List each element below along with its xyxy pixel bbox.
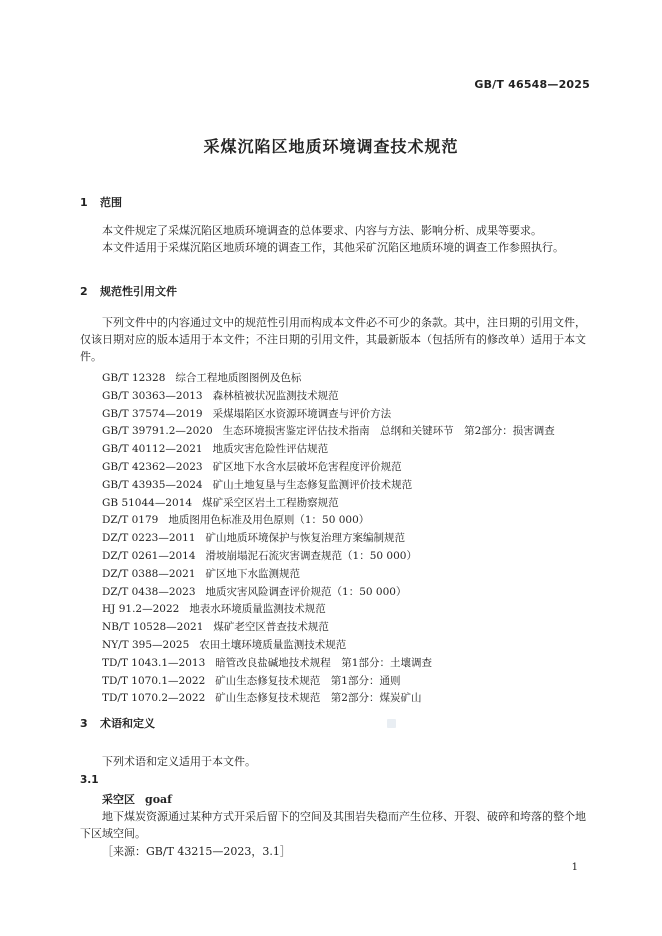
reference-title: 矿山生态修复技术规范 第1部分：通则 — [215, 674, 401, 687]
reference-item — [102, 441, 555, 459]
reference-code: NB/T 10528—2021 — [102, 621, 204, 634]
reference-title: 暗管改良盐碱地技术规程 第1部分：土壤调查 — [215, 656, 432, 669]
standard-number: GB/T 46548—2025 — [474, 78, 590, 91]
reference-title: 地质图用色标准及用色原则（1：50 000） — [168, 514, 370, 527]
reference-title: 地质灾害危险性评估规范 — [212, 443, 329, 456]
reference-item — [102, 459, 555, 477]
reference-code: GB/T 43935—2024 — [102, 478, 203, 491]
section-2-heading — [80, 283, 177, 299]
reference-item — [102, 690, 555, 708]
reference-code: DZ/T 0179 — [102, 514, 159, 527]
term-name-en: goaf — [145, 793, 172, 806]
reference-title: 地表水环境质量监测技术规范 — [189, 603, 326, 616]
reference-code: NY/T 395—2025 — [102, 638, 190, 651]
reference-item — [102, 530, 555, 548]
section-title: 规范性引用文件 — [100, 285, 177, 298]
section-number: 2 — [80, 285, 88, 298]
reference-title: 生态环境损害鉴定评估技术指南 总纲和关键环节 第2部分：损害调查 — [222, 425, 555, 438]
reference-code: GB/T 12328 — [102, 372, 166, 384]
section-1-heading — [80, 194, 122, 210]
reference-title: 煤矿采空区岩土工程勘察规范 — [202, 496, 339, 509]
section-1-paragraph-1: 本文件规定了采煤沉陷区地质环境调查的总体要求、内容与方法、影响分析、成果等要求。 — [102, 224, 542, 237]
reference-item — [102, 370, 555, 388]
reference-title: 矿山地质环境保护与恢复治理方案编制规范 — [205, 532, 406, 545]
reference-item — [102, 619, 555, 637]
reference-item — [102, 406, 555, 424]
scan-mark-icon — [387, 719, 396, 728]
reference-item — [102, 601, 555, 619]
page-number: 1 — [571, 862, 578, 873]
section-title: 术语和定义 — [100, 717, 155, 730]
reference-title: 森林植被状况监测技术规范 — [212, 389, 339, 402]
reference-code: TD/T 1070.2—2022 — [102, 692, 206, 705]
reference-code: DZ/T 0438—2023 — [102, 585, 196, 598]
reference-code: GB/T 39791.2—2020 — [102, 425, 213, 438]
reference-title: 矿山生态修复技术规范 第2部分：煤炭矿山 — [215, 692, 422, 705]
reference-item — [102, 637, 555, 655]
reference-title: 煤矿老空区普查技术规范 — [213, 621, 329, 634]
reference-title: 地质灾害风险调查评价规范（1：50 000） — [205, 585, 407, 598]
reference-list — [102, 370, 555, 708]
term-name-zh: 采空区 — [102, 793, 135, 806]
section-number: 3 — [80, 717, 88, 730]
reference-code: GB 51044—2014 — [102, 496, 193, 509]
reference-item — [102, 512, 555, 530]
reference-code: GB/T 30363—2013 — [102, 389, 203, 402]
reference-code: HJ 91.2—2022 — [102, 603, 180, 616]
section-3-intro: 下列术语和定义适用于本文件。 — [102, 755, 256, 768]
reference-title: 农田土壤环境质量监测技术规范 — [199, 638, 347, 651]
reference-item — [102, 423, 555, 441]
reference-code: DZ/T 0261—2014 — [102, 549, 196, 562]
section-1-paragraph-2: 本文件适用于采煤沉陷区地质环境的调查工作，其他采矿沉陷区地质环境的调查工作参照执行。 — [102, 241, 564, 254]
reference-code: DZ/T 0223—2011 — [102, 532, 196, 545]
reference-title: 滑坡崩塌泥石流灾害调查规范（1：50 000） — [205, 549, 417, 562]
reference-title: 矿区地下水含水层破坏危害程度评价规范 — [212, 460, 402, 473]
reference-title: 综合工程地质图图例及色标 — [175, 372, 302, 384]
term-definition: 地下煤炭资源通过某种方式开采后留下的空间及其围岩失稳而产生位移、开裂、破碎和垮落的整个地下区域空间。 — [80, 810, 586, 840]
reference-item — [102, 673, 555, 691]
reference-item — [102, 548, 555, 566]
reference-title: 矿区地下水监测规范 — [205, 567, 301, 580]
reference-item — [102, 388, 555, 406]
reference-title: 采煤塌陷区水资源环境调查与评价方法 — [212, 407, 392, 420]
section-2-intro: 下列文件中的内容通过文中的规范性引用而构成本文件必不可少的条款。其中，注日期的引用文件，仅该日期对应的版本适用于本文件；不注日期的引用文件，其最新版本（包括所有的修改单）适用于本文件。 — [80, 316, 586, 363]
section-title: 范围 — [100, 196, 122, 209]
reference-item — [102, 655, 555, 673]
document-title: 采煤沉陷区地质环境调查技术规范 — [203, 137, 459, 156]
reference-item — [102, 477, 555, 495]
reference-item — [102, 566, 555, 584]
reference-code: GB/T 42362—2023 — [102, 460, 203, 473]
reference-code: DZ/T 0388—2021 — [102, 567, 196, 580]
section-3-heading — [80, 715, 155, 731]
section-number: 1 — [80, 196, 88, 209]
reference-code: TD/T 1043.1—2013 — [102, 656, 206, 669]
reference-code: TD/T 1070.1—2022 — [102, 674, 206, 687]
term-name — [102, 791, 172, 807]
reference-code: GB/T 40112—2021 — [102, 443, 203, 456]
reference-item — [102, 495, 555, 513]
reference-code: GB/T 37574—2019 — [102, 407, 203, 420]
term-number: 3.1 — [80, 774, 99, 786]
reference-title: 矿山土地复垦与生态修复监测评价技术规范 — [212, 478, 413, 491]
reference-item — [102, 584, 555, 602]
term-source: ［来源：GB/T 43215—2023，3.1］ — [102, 845, 291, 858]
